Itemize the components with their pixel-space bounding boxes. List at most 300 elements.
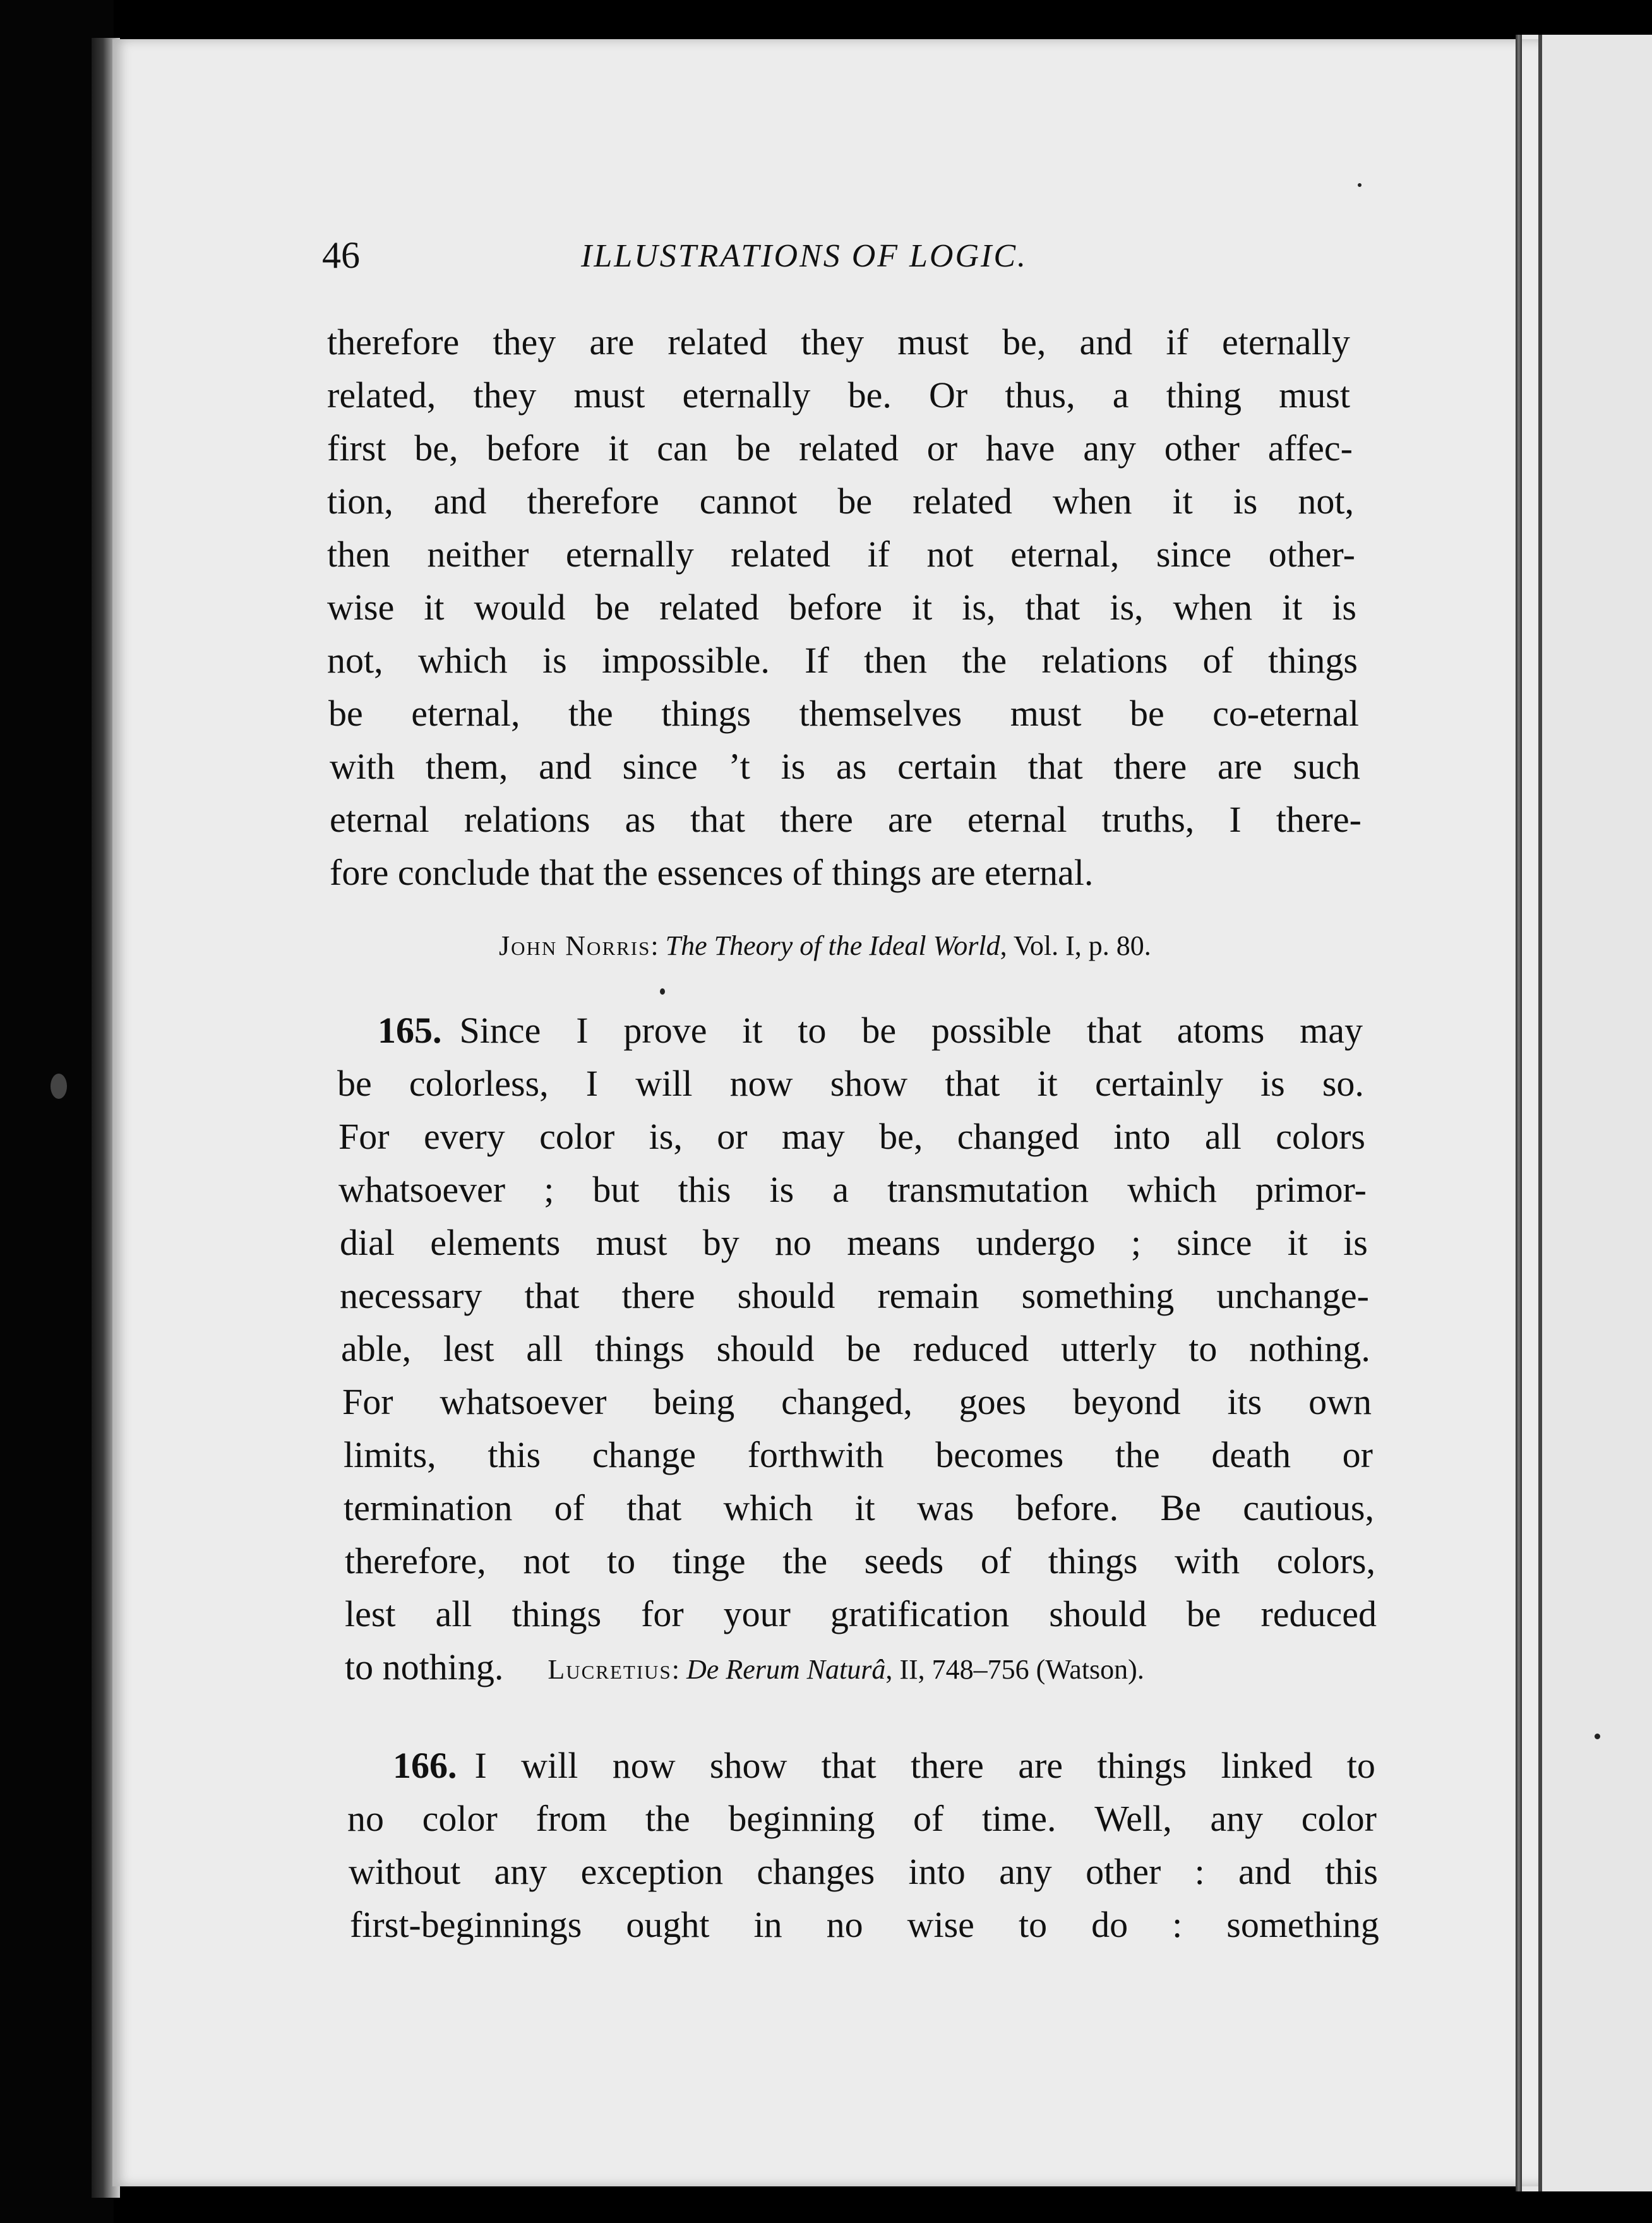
word: the: [782, 1540, 828, 1581]
word: it: [424, 587, 445, 628]
word: any: [494, 1851, 548, 1892]
word: to: [607, 1540, 636, 1581]
text-line: [340, 1221, 1368, 1272]
word: must: [1279, 374, 1350, 416]
word: something: [1226, 1904, 1379, 1945]
word: related: [799, 428, 899, 469]
word: is,: [649, 1116, 683, 1157]
word: related: [659, 587, 759, 628]
word: when: [1173, 587, 1253, 628]
word: change: [592, 1434, 697, 1475]
word: elements: [430, 1222, 561, 1263]
word: then: [864, 640, 927, 681]
text-line: [349, 1850, 1378, 1901]
word: to: [1188, 1328, 1218, 1369]
word: eternal: [967, 799, 1067, 840]
word: be.: [847, 374, 892, 416]
text-line-content: [475, 1744, 1376, 1795]
word: other: [1086, 1851, 1161, 1892]
word: which: [1127, 1169, 1217, 1210]
word: since: [622, 746, 698, 787]
word: is: [1260, 1063, 1285, 1104]
word: relations: [1041, 640, 1168, 681]
text-line: [345, 1593, 1377, 1643]
word: if: [1166, 321, 1188, 363]
word: must: [897, 321, 969, 363]
word: may: [1300, 1010, 1363, 1051]
word: wise: [327, 587, 395, 628]
word: things: [661, 693, 751, 734]
word: it: [1172, 481, 1193, 522]
word: reduced: [1260, 1593, 1377, 1634]
word: changed,: [781, 1381, 913, 1422]
word: must: [1010, 693, 1082, 734]
word: colors: [1276, 1116, 1365, 1157]
word: they: [801, 321, 865, 363]
text-line: [338, 1115, 1365, 1166]
word: wise: [907, 1904, 974, 1945]
word: being: [653, 1381, 735, 1422]
word: possible: [931, 1010, 1052, 1051]
word: ;: [1130, 1222, 1142, 1263]
word: therefore: [527, 481, 659, 522]
word: to: [1018, 1904, 1048, 1945]
word: :: [1194, 1851, 1205, 1892]
word: co-eternal: [1212, 693, 1359, 734]
word: the: [1115, 1434, 1160, 1475]
word: be: [1129, 693, 1164, 734]
word: related,: [327, 374, 436, 416]
word: I: [1229, 799, 1242, 840]
word: be: [337, 1063, 372, 1104]
word: which: [417, 640, 508, 681]
text-line-content: [460, 1009, 1363, 1060]
word: reduced: [913, 1328, 1029, 1369]
word: For: [338, 1116, 390, 1157]
word: be: [736, 428, 771, 469]
word: eternal,: [411, 693, 520, 734]
word: limits,: [344, 1434, 436, 1475]
word: exception: [580, 1851, 724, 1892]
word: necessary: [340, 1275, 482, 1316]
text-line: [338, 1168, 1367, 1219]
word: is: [1332, 587, 1356, 628]
word: any: [999, 1851, 1052, 1892]
word: ’t: [728, 746, 750, 787]
text-line: [330, 745, 1360, 796]
word: are: [887, 799, 933, 840]
word: beyond: [1072, 1381, 1181, 1422]
word: now: [729, 1063, 793, 1104]
word: it: [1037, 1063, 1058, 1104]
word: that: [690, 799, 745, 840]
text-line: [350, 1903, 1379, 1954]
word: Since: [459, 1010, 541, 1051]
word: cautious,: [1243, 1487, 1374, 1528]
word: of: [980, 1540, 1012, 1581]
word: ought: [626, 1904, 710, 1945]
word: this: [1325, 1851, 1378, 1892]
word: not: [523, 1540, 570, 1581]
word: that: [1027, 746, 1083, 787]
word: such: [1293, 746, 1360, 787]
word: affec-: [1267, 428, 1353, 469]
word: impossible.: [602, 640, 770, 681]
word: are: [1217, 746, 1262, 787]
word: or: [1342, 1434, 1373, 1475]
word: with: [1175, 1540, 1240, 1581]
text-line: [341, 1327, 1370, 1378]
word: is,: [962, 587, 996, 628]
citation-lucretius: Lucretius: De Rerum Naturâ, II, 748–756 (Watson).: [548, 1654, 1144, 1685]
scan-speck: [660, 988, 665, 995]
word: atoms: [1176, 1010, 1265, 1051]
word: there: [621, 1275, 695, 1316]
word: any: [1083, 428, 1136, 469]
text-line: [378, 1009, 1363, 1060]
word: of: [913, 1798, 944, 1839]
word: is: [1343, 1222, 1368, 1263]
word: be: [861, 1010, 897, 1051]
text-line: [342, 1381, 1372, 1431]
word: of: [1202, 640, 1233, 681]
word: them,: [425, 746, 508, 787]
word: that: [626, 1487, 682, 1528]
text-line: [337, 1062, 1364, 1113]
word: certain: [897, 746, 997, 787]
word: related: [913, 481, 1012, 522]
word: as: [625, 799, 655, 840]
text-line: [327, 639, 1358, 690]
text-line: fore conclude that the essences of things are eternal.: [330, 852, 1094, 893]
word: be: [1186, 1593, 1221, 1634]
word: be: [328, 693, 363, 734]
word: it: [742, 1010, 763, 1051]
word: truths,: [1101, 799, 1195, 840]
text-line: [344, 1434, 1373, 1484]
word: they: [493, 321, 556, 363]
text-line: [344, 1487, 1374, 1537]
word: Be: [1160, 1487, 1201, 1528]
running-head: [322, 234, 1478, 278]
word: there: [1113, 746, 1187, 787]
word: colors,: [1276, 1540, 1375, 1581]
word: first-beginnings: [350, 1904, 582, 1945]
word: time.: [981, 1798, 1056, 1839]
word: as: [836, 746, 867, 787]
word: eternal,: [1010, 534, 1120, 575]
word: Well,: [1094, 1798, 1172, 1839]
word: with: [330, 746, 395, 787]
word: no: [774, 1222, 811, 1263]
word: eternally: [1221, 321, 1350, 363]
word: have: [985, 428, 1055, 469]
word: must: [596, 1222, 667, 1263]
word: If: [805, 640, 829, 681]
text-line: [328, 692, 1359, 743]
word: I: [585, 1063, 599, 1104]
word: a: [1112, 374, 1129, 416]
word: color: [1301, 1798, 1377, 1839]
word: before: [788, 587, 883, 628]
item-number: 165.: [378, 1010, 442, 1051]
text-line: [327, 586, 1356, 637]
word: which: [723, 1487, 813, 1528]
word: it: [912, 587, 933, 628]
word: be: [837, 481, 873, 522]
word: tion,: [327, 481, 393, 522]
citation-ref: , Vol. I, p. 80.: [1000, 930, 1151, 961]
word: it: [1282, 587, 1303, 628]
word: by: [702, 1222, 739, 1263]
word: able,: [341, 1328, 412, 1369]
word: colorless,: [409, 1063, 549, 1104]
word: no: [347, 1798, 384, 1839]
word: is: [781, 746, 806, 787]
word: no: [826, 1904, 863, 1945]
word: the: [568, 693, 613, 734]
text-line: [345, 1646, 1380, 1696]
citation-author: John Norris: [499, 930, 651, 961]
word: are: [589, 321, 635, 363]
word: therefore: [327, 321, 460, 363]
word: eternal: [330, 799, 429, 840]
word: is,: [1110, 587, 1144, 628]
text-line: [330, 798, 1362, 849]
scan-speck: [1358, 183, 1362, 187]
citation-work: The Theory of the Ideal World: [665, 930, 1000, 961]
text-line: [327, 480, 1354, 530]
word: that: [1025, 587, 1080, 628]
word: for: [641, 1593, 684, 1634]
word: should: [716, 1328, 815, 1369]
word: will: [521, 1745, 578, 1786]
word: this: [488, 1434, 541, 1475]
word: eternally: [565, 534, 694, 575]
word: ;: [544, 1169, 554, 1210]
page-fold-line: [1516, 35, 1522, 2191]
word: all: [1204, 1116, 1242, 1157]
word: it: [854, 1487, 875, 1528]
word: not,: [1298, 481, 1354, 522]
word: there: [780, 799, 853, 840]
word: Or: [929, 374, 968, 416]
page-number: 46: [322, 234, 360, 276]
word: there-: [1276, 799, 1362, 840]
word: every: [423, 1116, 505, 1157]
word: do: [1091, 1904, 1128, 1945]
word: lest: [345, 1593, 396, 1634]
word: related: [731, 534, 831, 575]
word: certainly: [1094, 1063, 1223, 1104]
word: thing: [1166, 374, 1242, 416]
word: first: [327, 428, 386, 469]
word: any: [1210, 1798, 1264, 1839]
text-line: [327, 374, 1350, 424]
word: forthwith: [747, 1434, 884, 1475]
running-title: ILLUSTRATIONS OF LOGIC.: [581, 238, 1028, 274]
citation-norris: John Norris: The Theory of the Ideal World, Vol. I, p. 80.: [499, 930, 1151, 961]
word: into: [908, 1851, 966, 1892]
text-line-content: to nothing.: [345, 1646, 504, 1687]
word: was: [917, 1487, 974, 1528]
word: :: [1172, 1904, 1183, 1945]
word: becomes: [935, 1434, 1064, 1475]
word: is: [769, 1169, 794, 1210]
word: dial: [340, 1222, 395, 1263]
word: be: [595, 587, 630, 628]
word: are: [1018, 1745, 1063, 1786]
word: that: [1086, 1010, 1142, 1051]
word: show: [830, 1063, 908, 1104]
word: without: [349, 1851, 461, 1892]
word: your: [723, 1593, 791, 1634]
word: is: [542, 640, 567, 681]
word: seeds: [864, 1540, 944, 1581]
text-line: [327, 427, 1353, 477]
word: they: [473, 374, 537, 416]
word: or: [717, 1116, 748, 1157]
word: neither: [427, 534, 529, 575]
word: all: [526, 1328, 563, 1369]
word: things: [512, 1593, 602, 1634]
word: that: [821, 1745, 877, 1786]
word: color: [422, 1798, 498, 1839]
word: lest: [443, 1328, 494, 1369]
word: this: [678, 1169, 731, 1210]
word: something: [1021, 1275, 1175, 1316]
word: be: [846, 1328, 881, 1369]
word: now: [612, 1745, 676, 1786]
word: would: [474, 587, 566, 628]
text-line: [347, 1797, 1377, 1848]
word: to: [1346, 1745, 1375, 1786]
word: remain: [877, 1275, 979, 1316]
word: nothing.: [1249, 1328, 1370, 1369]
word: changed: [957, 1116, 1079, 1157]
word: the: [962, 640, 1007, 681]
word: not,: [327, 640, 383, 681]
word: and: [1238, 1851, 1291, 1892]
word: that: [524, 1275, 580, 1316]
word: in: [753, 1904, 782, 1945]
word: and: [433, 481, 487, 522]
word: primor-: [1255, 1169, 1367, 1210]
word: to: [798, 1010, 827, 1051]
word: but: [592, 1169, 640, 1210]
text-line: [327, 533, 1355, 584]
scan-speck: [51, 1074, 67, 1099]
word: linked: [1221, 1745, 1313, 1786]
text-line: [327, 321, 1350, 371]
word: may: [781, 1116, 845, 1157]
word: things: [1097, 1745, 1187, 1786]
word: utterly: [1061, 1328, 1157, 1369]
word: transmutation: [887, 1169, 1089, 1210]
word: beginning: [728, 1798, 875, 1839]
word: before: [486, 428, 580, 469]
word: should: [737, 1275, 835, 1316]
word: before.: [1015, 1487, 1119, 1528]
scan-speck: [1595, 1734, 1600, 1739]
word: other: [1164, 428, 1240, 469]
word: when: [1052, 481, 1132, 522]
text-line: [393, 1744, 1375, 1795]
word: whatsoever: [338, 1169, 506, 1210]
word: gratification: [830, 1593, 1010, 1634]
word: changes: [757, 1851, 875, 1892]
item-number: 166.: [393, 1745, 457, 1786]
word: other-: [1268, 534, 1355, 575]
word: tinge: [672, 1540, 746, 1581]
word: things: [595, 1328, 685, 1369]
word: that: [945, 1063, 1000, 1104]
word: own: [1308, 1381, 1372, 1422]
word: from: [536, 1798, 608, 1839]
word: be,: [879, 1116, 923, 1157]
word: therefore,: [345, 1540, 486, 1581]
word: prove: [623, 1010, 707, 1051]
word: should: [1049, 1593, 1147, 1634]
word: it: [608, 428, 629, 469]
word: since: [1156, 534, 1232, 575]
word: is: [1233, 481, 1258, 522]
word: its: [1227, 1381, 1262, 1422]
word: be,: [1002, 321, 1046, 363]
word: unchange-: [1216, 1275, 1369, 1316]
word: all: [435, 1593, 472, 1634]
word: not: [926, 534, 974, 575]
word: or: [926, 428, 958, 469]
word: undergo: [976, 1222, 1096, 1263]
word: I: [474, 1745, 487, 1786]
word: goes: [959, 1381, 1026, 1422]
word: show: [709, 1745, 787, 1786]
word: thus,: [1005, 374, 1075, 416]
word: so.: [1322, 1063, 1364, 1104]
word: eternally: [682, 374, 811, 416]
word: if: [867, 534, 890, 575]
word: the: [645, 1798, 690, 1839]
word: a: [832, 1169, 849, 1210]
word: into: [1113, 1116, 1171, 1157]
word: cannot: [699, 481, 798, 522]
word: must: [573, 374, 645, 416]
word: related: [667, 321, 768, 363]
word: of: [554, 1487, 585, 1528]
word: since: [1176, 1222, 1252, 1263]
citation-author: Lucretius: [548, 1654, 672, 1685]
word: will: [635, 1063, 693, 1104]
word: death: [1211, 1434, 1291, 1475]
word: things: [1048, 1540, 1138, 1581]
word: then: [327, 534, 390, 575]
word: means: [847, 1222, 941, 1263]
word: For: [342, 1381, 393, 1422]
citation-ref: , II, 748–756 (Watson).: [885, 1654, 1144, 1685]
page-fold-line-secondary: [1538, 35, 1542, 2191]
text-line: [340, 1274, 1369, 1325]
word: relations: [464, 799, 590, 840]
word: things: [1268, 640, 1358, 681]
word: termination: [344, 1487, 513, 1528]
word: and: [539, 746, 592, 787]
word: whatsoever: [440, 1381, 607, 1422]
text-line: [345, 1540, 1375, 1590]
word: color: [539, 1116, 615, 1157]
citation-work: De Rerum Naturâ: [686, 1654, 886, 1685]
word: can: [657, 428, 708, 469]
